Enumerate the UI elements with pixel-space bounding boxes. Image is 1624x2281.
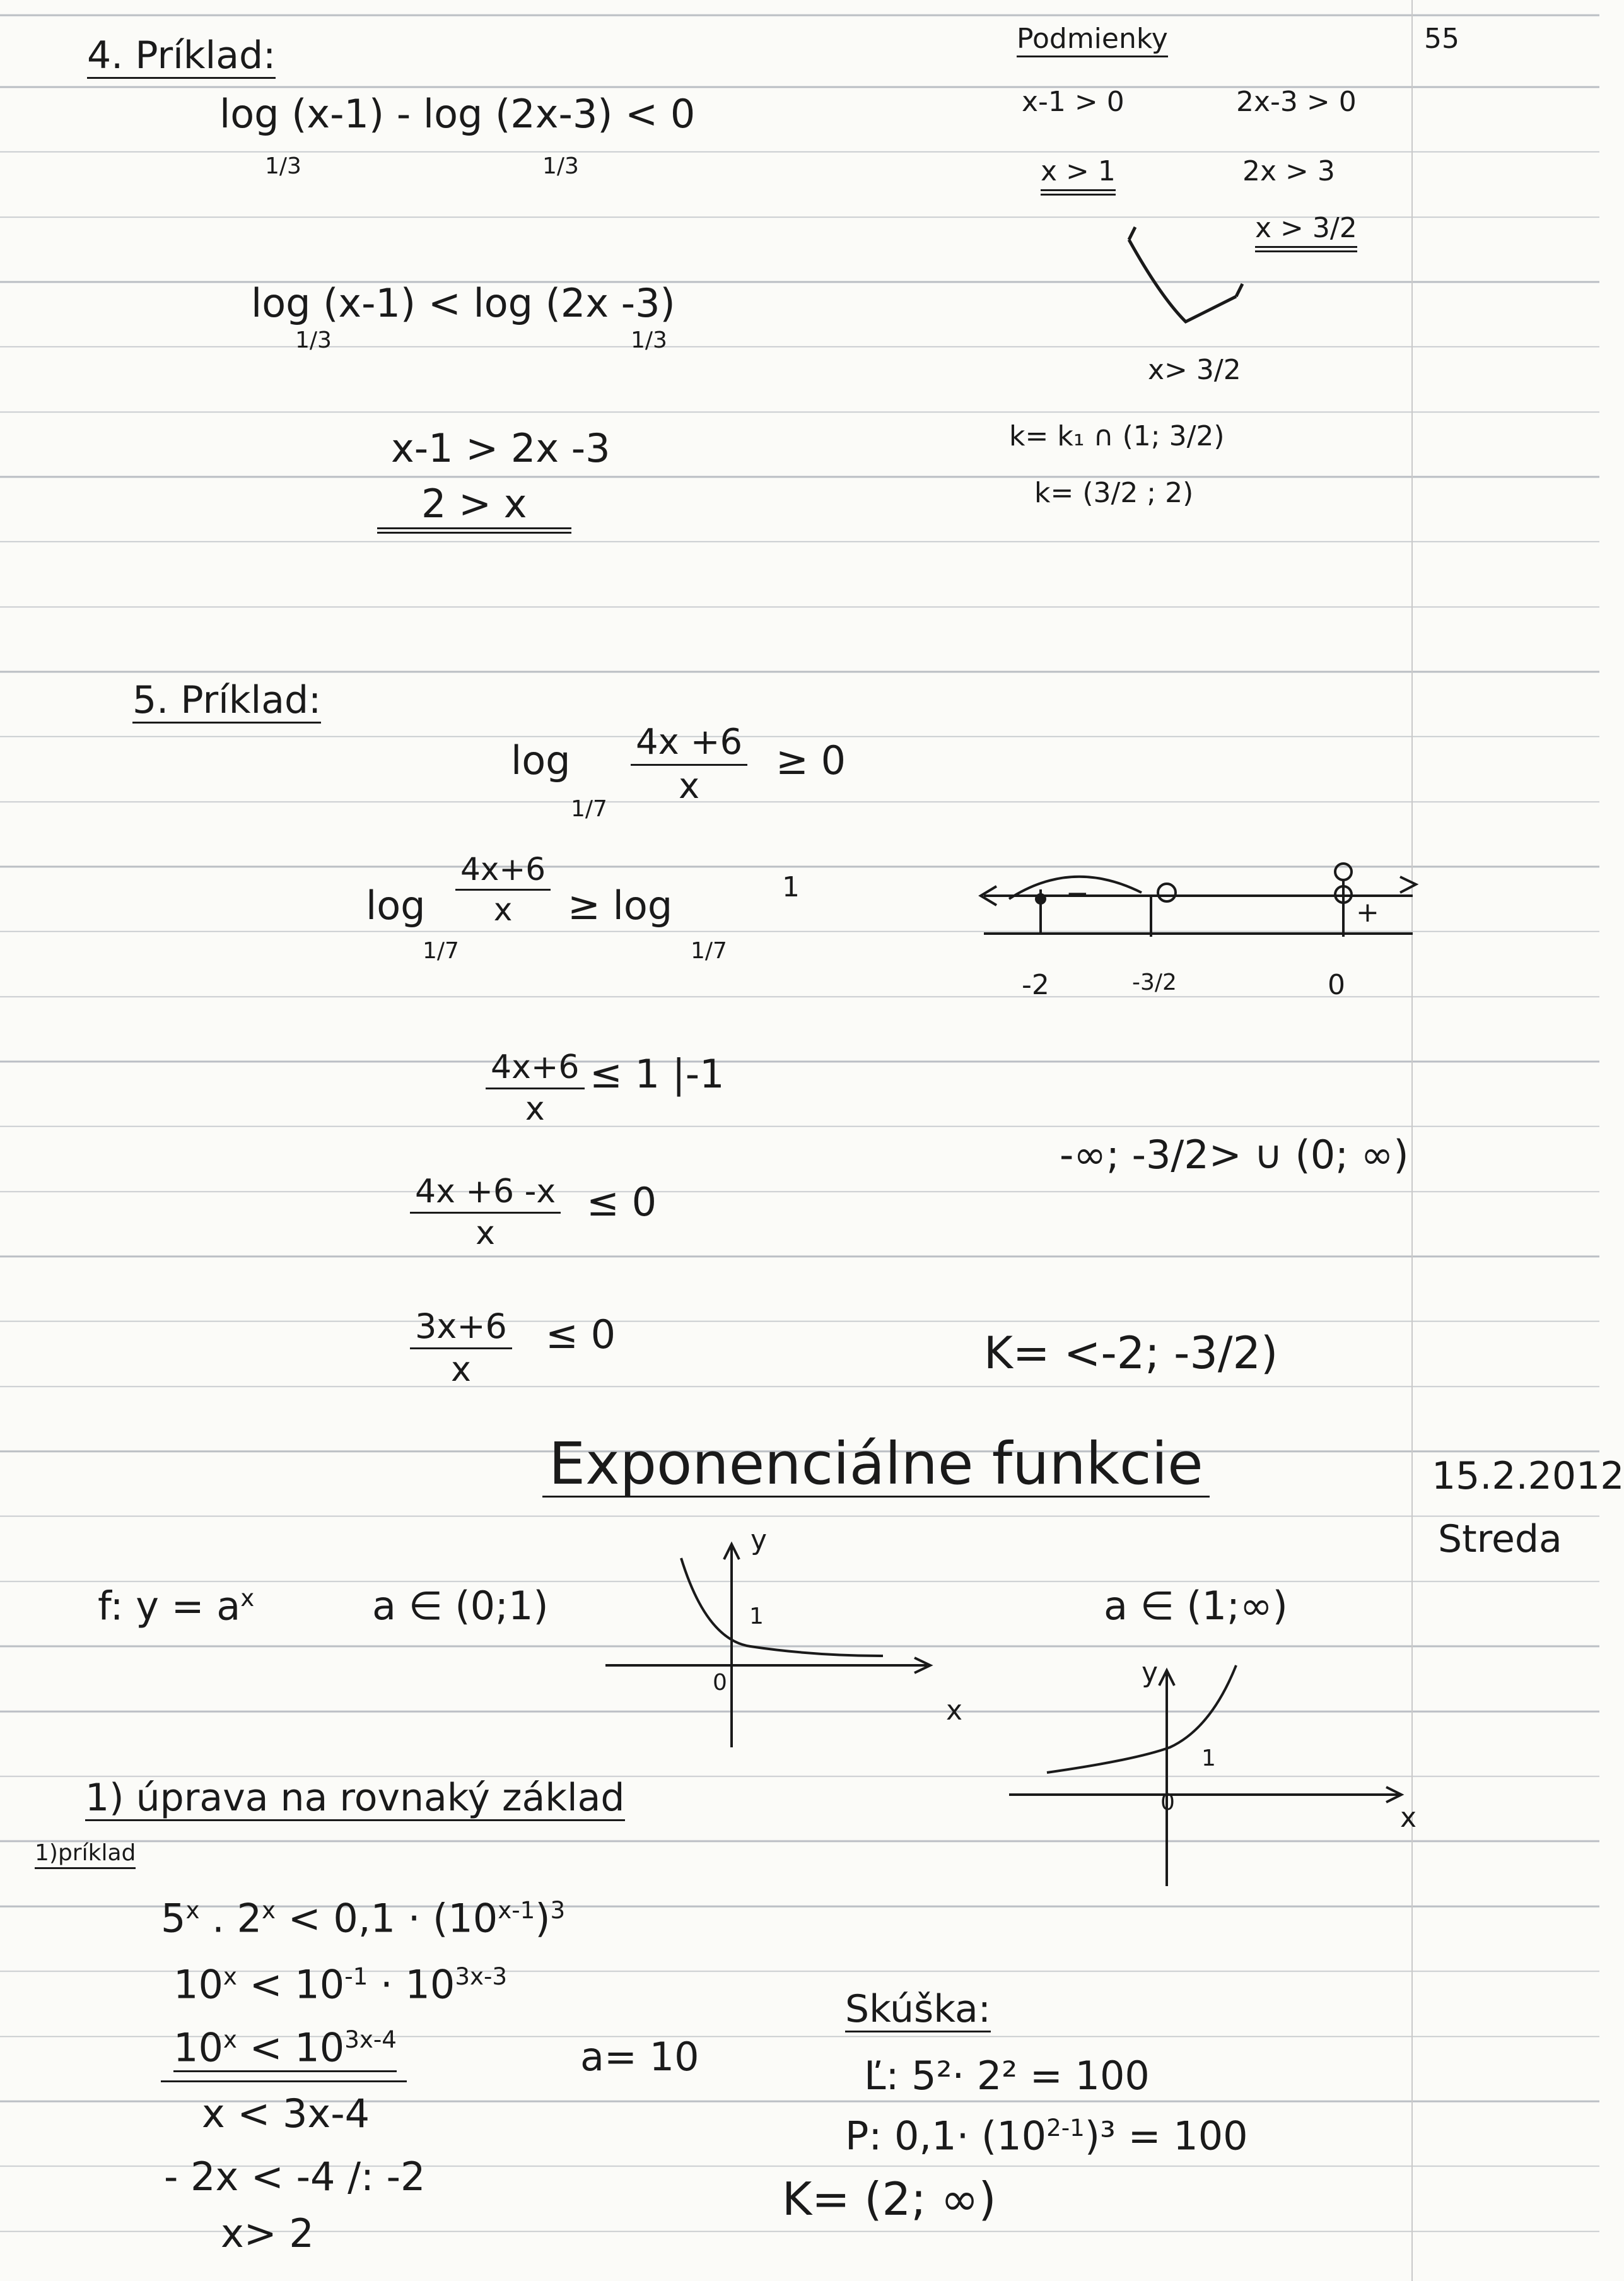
ex5-line3-den: x xyxy=(525,1089,545,1128)
ex5-line1-fraction xyxy=(631,724,747,806)
ex1-line4: x < 3x-4 xyxy=(202,2090,370,2137)
ex4-line2: log (x-1) < log (2x -3) xyxy=(251,280,675,326)
conditions-title: Podmienky xyxy=(1017,25,1168,57)
graph1-y-label: y xyxy=(751,1524,768,1556)
ex1-line1-exp1: x xyxy=(185,1896,200,1924)
ex5-line2-base2: 1/7 xyxy=(691,938,727,964)
ex5-interval: -∞; -3/2> ∪ (0; ∞) xyxy=(1060,1132,1409,1178)
ex1-line1-a: 5 xyxy=(161,1895,186,1942)
ex4-line4: 2 > x xyxy=(377,484,571,534)
ex4-title: 4. Príklad: xyxy=(87,33,276,78)
graph1-x-label: x xyxy=(946,1694,963,1727)
condition-5: x > 3/2 xyxy=(1255,214,1357,252)
ex1-line1-b: . 2 xyxy=(199,1895,262,1942)
condition-3: x > 1 xyxy=(1041,158,1116,196)
ex1-line3-exp1: x xyxy=(223,2026,237,2053)
ex5-line2-base: 1/7 xyxy=(423,938,459,964)
ex1-line1-d: ) xyxy=(535,1895,551,1942)
check-right-b: )³ = 100 xyxy=(1084,2113,1248,2159)
condition-1: x-1 > 0 xyxy=(1022,86,1125,118)
ex5-line5-fraction xyxy=(410,1306,512,1389)
graph2-one-label: 1 xyxy=(1201,1745,1216,1771)
ex5-line3-rel: ≤ 1 |-1 xyxy=(590,1051,725,1097)
ex5-line2-fraction xyxy=(455,853,551,926)
function-exponent: x xyxy=(240,1584,255,1612)
section-heading: Exponenciálne funkcie xyxy=(542,1435,1210,1498)
range-0-1: a ∈ (0;1) xyxy=(372,1583,549,1629)
ex1-line1-exp2: x xyxy=(262,1896,276,1924)
sign-plus: + xyxy=(1356,896,1379,929)
ex5-line3-num: 4x+6 xyxy=(486,1050,585,1089)
ex4-line2-base-a: 1/3 xyxy=(295,327,332,353)
ex5-line5-rel: ≤ 0 xyxy=(546,1311,616,1357)
example1-label: 1)príklad xyxy=(35,1842,136,1869)
ex4-line3: x-1 > 2x -3 xyxy=(391,425,610,471)
check-left: Ľ: 5²· 2² = 100 xyxy=(864,2053,1150,2099)
ex5-line3-fraction xyxy=(486,1050,585,1126)
ex1-line2-exp3: 3x-3 xyxy=(455,1962,508,1990)
graph2-x-label: x xyxy=(1400,1802,1417,1834)
check-right-exp: 2-1 xyxy=(1046,2114,1085,2142)
ex1-line3-exp2: 3x-4 xyxy=(344,2026,397,2053)
ex1-line1 xyxy=(161,1895,566,1942)
ex5-line5-den: x xyxy=(450,1349,471,1389)
ex5-line2-mid: ≥ log xyxy=(568,882,673,929)
graph2-zero-label: 0 xyxy=(1160,1790,1175,1815)
numberline-label-minus-2: -2 xyxy=(1022,969,1049,1001)
ex4-line1-base-a: 1/3 xyxy=(265,153,301,179)
range-1-inf: a ∈ (1;∞) xyxy=(1104,1583,1288,1629)
domain-intersection: k= k₁ ∩ (1; 3/2) xyxy=(1009,420,1225,452)
margin-line xyxy=(1411,0,1413,2281)
ex1-line3 xyxy=(173,2024,397,2072)
ex1-line2-a: 10 xyxy=(173,1961,223,2008)
weekday: Streda xyxy=(1438,1517,1562,1561)
graph1-zero-label: 0 xyxy=(713,1670,727,1696)
ex5-line1-rel: ≥ 0 xyxy=(776,737,846,783)
function-definition xyxy=(98,1583,255,1629)
ex1-separator xyxy=(161,2080,407,2082)
ex1-line2 xyxy=(173,1961,508,2008)
ex5-line1-log: log xyxy=(511,737,571,783)
ex1-line1-exp4: 3 xyxy=(550,1896,566,1924)
conditions-merge-bracket xyxy=(1123,221,1249,334)
numberline-label-0: 0 xyxy=(1328,969,1345,1001)
ex1-line3-b: < 10 xyxy=(237,2024,345,2071)
numberline-label-minus-3-2: -3/2 xyxy=(1132,970,1177,995)
condition-combined: x> 3/2 xyxy=(1148,354,1241,386)
ex1-line2-c: · 10 xyxy=(368,1961,455,2008)
ex5-line4-fraction xyxy=(410,1175,561,1250)
ex5-result: K= <-2; -3/2) xyxy=(984,1327,1278,1379)
condition-2: 2x-3 > 0 xyxy=(1236,86,1357,118)
ex5-line4-num: 4x +6 -x xyxy=(410,1175,561,1214)
condition-4: 2x > 3 xyxy=(1242,155,1335,187)
ex4-line1: log (x-1) - log (2x-3) < 0 xyxy=(219,91,696,137)
ex5-line2-end: 1 xyxy=(782,871,800,903)
date: 15.2.2012 xyxy=(1432,1454,1624,1498)
ex5-line2-log: log xyxy=(366,882,426,929)
graph1-one-label: 1 xyxy=(749,1604,764,1629)
check-right-a: P: 0,1· (10 xyxy=(845,2113,1047,2159)
ex4-result: k= (3/2 ; 2) xyxy=(1034,477,1194,509)
check-title: Skúška: xyxy=(845,1987,991,2031)
ex1-base: a= 10 xyxy=(580,2034,699,2080)
ex5-line4-rel: ≤ 0 xyxy=(587,1179,657,1225)
ex4-line2-base-b: 1/3 xyxy=(631,327,667,353)
ex1-line1-exp3: x-1 xyxy=(498,1896,535,1924)
ex5-line2-num: 4x+6 xyxy=(455,853,551,891)
ex5-title: 5. Príklad: xyxy=(132,678,322,722)
sign-minus: − xyxy=(1066,877,1089,910)
ex1-line6: x> 2 xyxy=(221,2210,314,2256)
ex5-line1-num: 4x +6 xyxy=(631,724,747,766)
ex1-line2-exp2: -1 xyxy=(344,1962,368,1990)
ex5-line5-num: 3x+6 xyxy=(410,1309,512,1349)
ex5-line2-den: x xyxy=(493,891,513,928)
graph-increasing xyxy=(1009,1659,1425,1892)
page-number: 55 xyxy=(1424,23,1459,55)
graph-decreasing xyxy=(605,1533,959,1754)
ex1-line5: - 2x < -4 /: -2 xyxy=(164,2154,426,2200)
graph2-y-label: y xyxy=(1142,1657,1159,1689)
ex5-line4-den: x xyxy=(476,1214,495,1252)
ex1-line2-b: < 10 xyxy=(237,1961,345,2008)
ex1-line1-c: < 0,1 · (10 xyxy=(276,1895,498,1942)
ex5-line1-den: x xyxy=(678,765,700,807)
method-heading: 1) úprava na rovnaký základ xyxy=(85,1776,625,1820)
check-right xyxy=(845,2113,1248,2159)
ex5-line1-base: 1/7 xyxy=(571,796,607,822)
ex1-line3-a: 10 xyxy=(173,2024,223,2071)
check-result: K= (2; ∞) xyxy=(782,2173,996,2225)
ex1-line2-exp1: x xyxy=(223,1962,237,1990)
function-definition-text: f: y = a xyxy=(98,1583,241,1629)
ex4-line1-base-b: 1/3 xyxy=(542,153,579,179)
